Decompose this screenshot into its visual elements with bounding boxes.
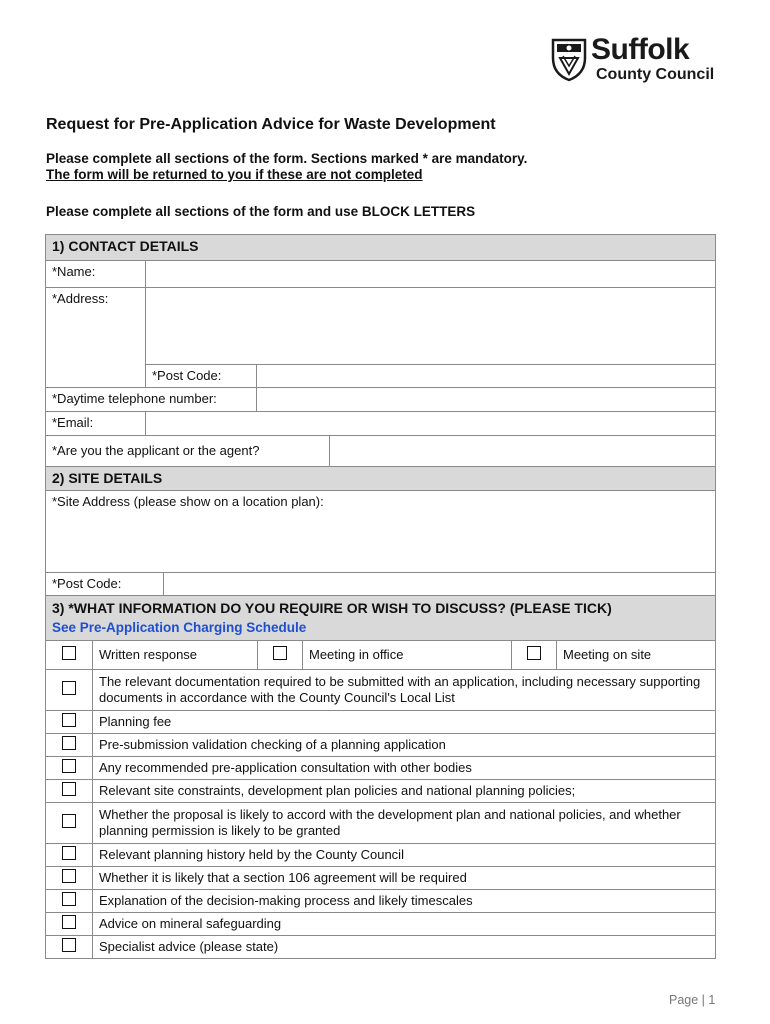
development-plan-label: Whether the proposal is likely to accord with the development plan and national policies, and whether planning permission is likely to be granted: [93, 803, 716, 844]
documentation-checkbox[interactable]: [62, 681, 76, 695]
list-item-cell: [46, 780, 93, 803]
list-item-cell: [46, 890, 93, 913]
validation-label: Pre-submission validation checking of a planning application: [93, 734, 716, 757]
address-label: *Address:: [46, 288, 146, 388]
list-item-cell: [46, 803, 93, 844]
information-header: [46, 596, 716, 641]
list-item-cell: [46, 734, 93, 757]
site-constraints-checkbox[interactable]: [62, 782, 76, 796]
list-item-cell: [46, 867, 93, 890]
site-constraints-label: Relevant site constraints, development plan policies and national planning policies;: [93, 780, 716, 803]
site-postcode-field[interactable]: [164, 573, 716, 596]
mineral-safeguarding-label: Advice on mineral safeguarding: [93, 913, 716, 936]
list-item-cell: [46, 757, 93, 780]
specialist-advice-label: Specialist advice (please state): [93, 936, 716, 959]
development-plan-checkbox[interactable]: [62, 814, 76, 828]
council-logo: [551, 33, 721, 86]
contact-details-table: [45, 234, 716, 467]
planning-history-checkbox[interactable]: [62, 846, 76, 860]
list-item-cell: [46, 936, 93, 959]
consultation-label: Any recommended pre-application consultation with other bodies: [93, 757, 716, 780]
written-response-label: Written response: [93, 641, 258, 670]
written-response-cell: [46, 641, 93, 670]
crest-icon: [551, 38, 587, 82]
written-response-checkbox[interactable]: [62, 646, 76, 660]
meeting-site-checkbox[interactable]: [527, 646, 541, 660]
list-item-cell: [46, 711, 93, 734]
list-item-cell: [46, 844, 93, 867]
logo-line-1: Suffolk: [591, 33, 690, 66]
instruction-mandatory: Please complete all sections of the form. Sections marked * are mandatory.: [46, 151, 528, 166]
charging-schedule-link[interactable]: See Pre-Application Charging Schedule: [52, 620, 307, 635]
instruction-returned: The form will be returned to you if these are not completed: [46, 167, 423, 182]
decision-process-label: Explanation of the decision-making process and likely timescales: [93, 890, 716, 913]
site-details-header: 2) SITE DETAILS: [46, 467, 716, 491]
postcode-field[interactable]: [257, 365, 716, 388]
meeting-site-cell: [512, 641, 557, 670]
planning-fee-label: Planning fee: [93, 711, 716, 734]
instruction-block-letters: Please complete all sections of the form and use BLOCK LETTERS: [46, 204, 476, 219]
name-label: *Name:: [46, 261, 146, 288]
email-field[interactable]: [146, 412, 716, 436]
planning-fee-checkbox[interactable]: [62, 713, 76, 727]
planning-history-label: Relevant planning history held by the County Council: [93, 844, 716, 867]
section-106-label: Whether it is likely that a section 106 agreement will be required: [93, 867, 716, 890]
validation-checkbox[interactable]: [62, 736, 76, 750]
section-106-checkbox[interactable]: [62, 869, 76, 883]
list-item-cell: [46, 913, 93, 936]
email-label: *Email:: [46, 412, 146, 436]
list-item-cell: [46, 670, 93, 711]
form-title: Request for Pre-Application Advice for Waste Development: [46, 116, 496, 133]
consultation-checkbox[interactable]: [62, 759, 76, 773]
site-address-field[interactable]: [46, 491, 716, 573]
contact-details-header: 1) CONTACT DETAILS: [46, 235, 716, 261]
name-field[interactable]: [146, 261, 716, 288]
applicant-agent-label: *Are you the applicant or the agent?: [46, 436, 330, 467]
meeting-office-checkbox[interactable]: [273, 646, 287, 660]
site-postcode-label: *Post Code:: [46, 573, 164, 596]
meeting-office-cell: [258, 641, 303, 670]
phone-label: *Daytime telephone number:: [46, 388, 257, 412]
phone-field[interactable]: [257, 388, 716, 412]
mineral-safeguarding-checkbox[interactable]: [62, 915, 76, 929]
site-details-table: [45, 466, 716, 596]
meeting-office-label: Meeting in office: [303, 641, 512, 670]
postcode-label: *Post Code:: [146, 365, 257, 388]
address-field[interactable]: [146, 288, 716, 365]
information-table: [45, 595, 716, 959]
documentation-label: The relevant documentation required to be submitted with an application, including necessary supporting documents in accordance with the County Council's Local List: [93, 670, 716, 711]
site-address-label: *Site Address (please show on a location plan):: [52, 494, 324, 509]
meeting-site-label: Meeting on site: [557, 641, 716, 670]
page-number: Page | 1: [669, 993, 716, 1007]
applicant-agent-field[interactable]: [330, 436, 716, 467]
specialist-advice-checkbox[interactable]: [62, 938, 76, 952]
information-header-text: 3) *WHAT INFORMATION DO YOU REQUIRE OR WISH TO DISCUSS? (PLEASE TICK): [52, 600, 612, 616]
decision-process-checkbox[interactable]: [62, 892, 76, 906]
logo-line-2: County Council: [596, 66, 715, 83]
